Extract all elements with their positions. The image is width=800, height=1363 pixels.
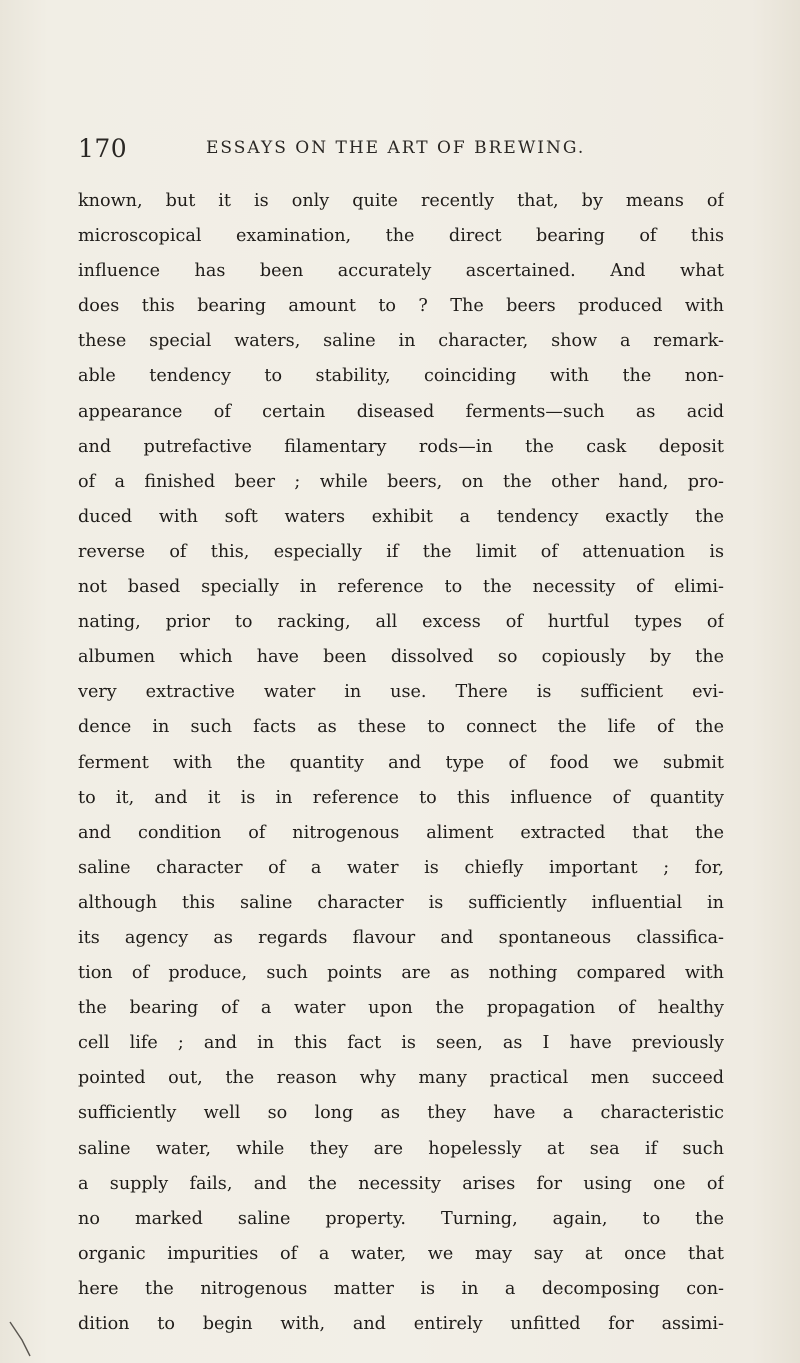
text-line: ferment with the quantity and type of food we submit [78, 752, 724, 773]
text-line: does this bearing amount to ? The beers produced with [78, 296, 724, 317]
text-line: reverse of this, especially if the limit of attenuation is [78, 541, 724, 562]
text-line: to it, and it is in reference to this influence of quantity [78, 787, 724, 808]
text-line: organic impurities of a water, we may say at once that [78, 1243, 724, 1264]
text-line: a supply fails, and the necessity arises for using one of [78, 1173, 724, 1194]
text-line: appearance of certain diseased ferments—such as acid [78, 401, 724, 422]
text-line: dition to begin with, and entirely unfitted for assimi- [78, 1314, 724, 1334]
text-line: albumen which have been dissolved so copiously by the [78, 647, 724, 668]
text-line: although this saline character is sufficiently influential in [78, 892, 724, 913]
text-line: here the nitrogenous matter is in a decomposing con- [78, 1278, 724, 1299]
text-line: and condition of nitrogenous aliment extracted that the [78, 822, 724, 843]
text-line: saline character of a water is chiefly important ; for, [78, 857, 724, 878]
corner-scan-mark [8, 1318, 34, 1358]
page-number: 170 [78, 134, 128, 163]
text-line: the bearing of a water upon the propagation of healthy [78, 998, 724, 1019]
text-line: not based specially in reference to the necessity of elimi- [78, 577, 724, 598]
text-line: known, but it is only quite recently that, by means of [78, 191, 724, 211]
body-text [78, 184, 724, 1342]
text-line: duced with soft waters exhibit a tendency exactly the [78, 506, 724, 527]
text-line: microscopical examination, the direct bearing of this [78, 226, 724, 247]
text-line: these special waters, saline in character, show a remark- [78, 331, 724, 352]
text-line: tion of produce, such points are as nothing compared with [78, 963, 724, 984]
running-head: ESSAYS ON THE ART OF BREWING. [206, 138, 586, 158]
text-line: its agency as regards flavour and spontaneous classifica- [78, 927, 724, 948]
text-line: cell life ; and in this fact is seen, as I have previously [78, 1033, 724, 1054]
text-line: of a finished beer ; while beers, on the other hand, pro- [78, 471, 724, 492]
text-line: able tendency to stability, coinciding with the non- [78, 366, 724, 387]
text-line: pointed out, the reason why many practical men succeed [78, 1068, 724, 1089]
page-header [78, 134, 718, 168]
text-line: dence in such facts as these to connect the life of the [78, 717, 724, 738]
text-line: saline water, while they are hopelessly at sea if such [78, 1138, 724, 1159]
text-line: and putrefactive filamentary rods—in the cask deposit [78, 436, 724, 457]
text-line: nating, prior to racking, all excess of hurtful types of [78, 612, 724, 633]
text-line: influence has been accurately ascertained. And what [78, 261, 724, 282]
text-line: no marked saline property. Turning, again, to the [78, 1208, 724, 1229]
text-line: sufficiently well so long as they have a characteristic [78, 1103, 724, 1124]
text-line: very extractive water in use. There is sufficient evi- [78, 682, 724, 703]
